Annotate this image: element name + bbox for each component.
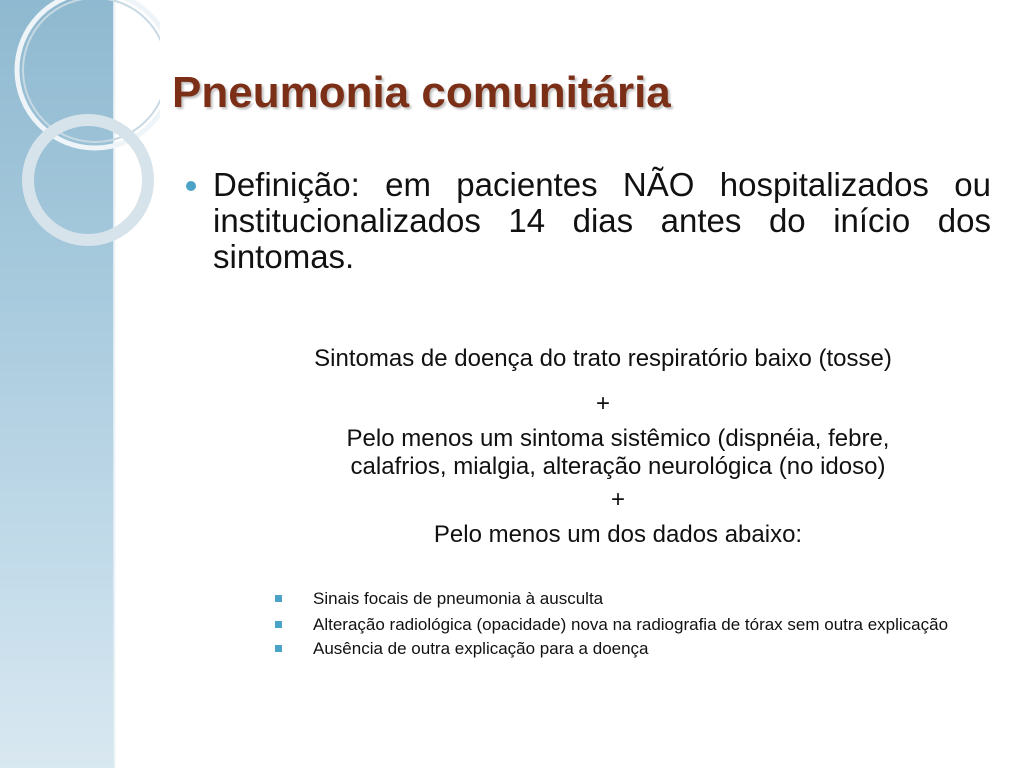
list-item-text: Alteração radiológica (opacidade) nova na radiografia de tórax sem outra explicação xyxy=(313,615,949,634)
list-item xyxy=(275,615,991,634)
list-item xyxy=(275,639,991,658)
definition-bullet xyxy=(186,167,991,275)
square-bullet-icon xyxy=(275,645,282,652)
criteria-plus-2: + xyxy=(610,486,625,513)
criteria-line-3: Pelo menos um dos dados abaixo: xyxy=(433,521,803,548)
deco-ring-small xyxy=(28,120,148,240)
criteria-line-2a: Pelo menos um sintoma sistêmico (dispnéia, febre, xyxy=(346,425,890,452)
slide-title: Pneumonia comunitária xyxy=(172,68,671,117)
square-bullet-icon xyxy=(275,595,282,602)
square-bullet-icon xyxy=(275,621,282,628)
decorative-rings xyxy=(0,0,160,260)
sub-bullet-list xyxy=(275,589,991,668)
list-item-text: Ausência de outra explicação para a doença xyxy=(313,639,649,658)
definition-text: Definição: em pacientes NÃO hospitalizados ou institucionalizados 14 dias antes do início dos sintomas. xyxy=(213,166,991,275)
list-item-text: Sinais focais de pneumonia à ausculta xyxy=(313,589,604,608)
criteria-plus-1: + xyxy=(595,390,610,417)
bullet-dot-icon xyxy=(186,181,196,191)
criteria-line-1: Sintomas de doença do trato respiratório baixo (tosse) xyxy=(314,345,892,372)
criteria-line-2b: calafrios, mialgia, alteração neurológica (no idoso) xyxy=(350,453,886,480)
list-item xyxy=(275,589,991,608)
